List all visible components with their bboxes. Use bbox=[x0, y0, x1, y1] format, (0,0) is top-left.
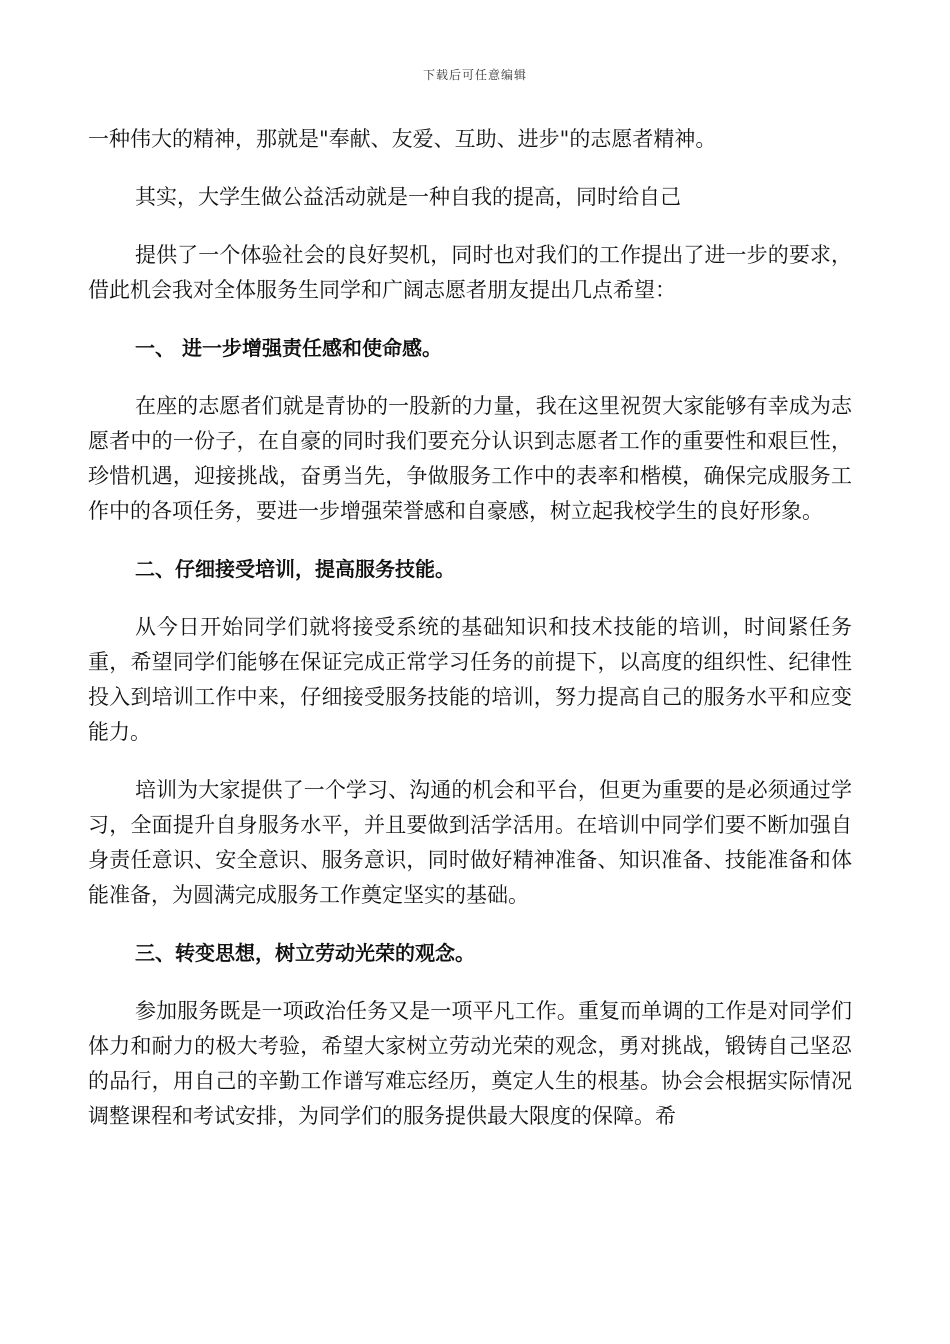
paragraph: 从今日开始同学们就将接受系统的基础知识和技术技能的培训，时间紧任务重，希望同学们能够在保证完成正常学习任务的前提下，以高度的组织性、纪律性投入到培训工作中来，仔细接受服务技能的培训，努力提高自己的服务水平和应变能力。 bbox=[88, 615, 852, 744]
paragraph: 参加服务既是一项政治任务又是一项平凡工作。重复而单调的工作是对同学们体力和耐力的极大考验，希望大家树立劳动光荣的观念，勇对挑战，锻铸自己坚忍的品行，用自己的辛勤工作谱写难忘经历，奠定人生的根基。协会会根据实际情况调整课程和考试安排，为同学们的服务提供最大限度的保障。希 bbox=[88, 999, 852, 1128]
page-header: 下载后可任意编辑 bbox=[422, 68, 527, 82]
section-heading-1: 一、 进一步增强责任感和使命感。 bbox=[135, 336, 442, 360]
paragraph: 在座的志愿者们就是青协的一股新的力量，我在这里祝贺大家能够有幸成为志愿者中的一份子，在自豪的同时我们要充分认识到志愿者工作的重要性和艰巨性，珍惜机遇，迎接挑战，奋勇当先，争做服务工作中的表率和楷模，确保完成服务工作中的各项任务，要进一步增强荣誉感和自豪感，树立起我校学生的良好形象。 bbox=[88, 394, 852, 523]
paragraph-continuation: 一种伟大的精神，那就是"奉献、友爱、互助、进步"的志愿者精神。 bbox=[88, 127, 717, 151]
document-body bbox=[88, 122, 852, 1157]
section-heading-2: 二、仔细接受培训，提高服务技能。 bbox=[135, 557, 455, 581]
paragraph: 提供了一个体验社会的良好契机，同时也对我们的工作提出了进一步的要求，借此机会我对全体服务生同学和广阔志愿者朋友提出几点希望： bbox=[88, 243, 852, 302]
paragraph: 其实，大学生做公益活动就是一种自我的提高，同时给自己 bbox=[135, 185, 681, 209]
section-heading-3: 三、转变思想，树立劳动光荣的观念。 bbox=[135, 941, 475, 965]
paragraph: 培训为大家提供了一个学习、沟通的机会和平台，但更为重要的是必须通过学习，全面提升自身服务水平，并且要做到活学活用。在培训中同学们要不断加强自身责任意识、安全意识、服务意识，同时做好精神准备、知识准备、技能准备和体能准备，为圆满完成服务工作奠定坚实的基础。 bbox=[88, 778, 852, 907]
